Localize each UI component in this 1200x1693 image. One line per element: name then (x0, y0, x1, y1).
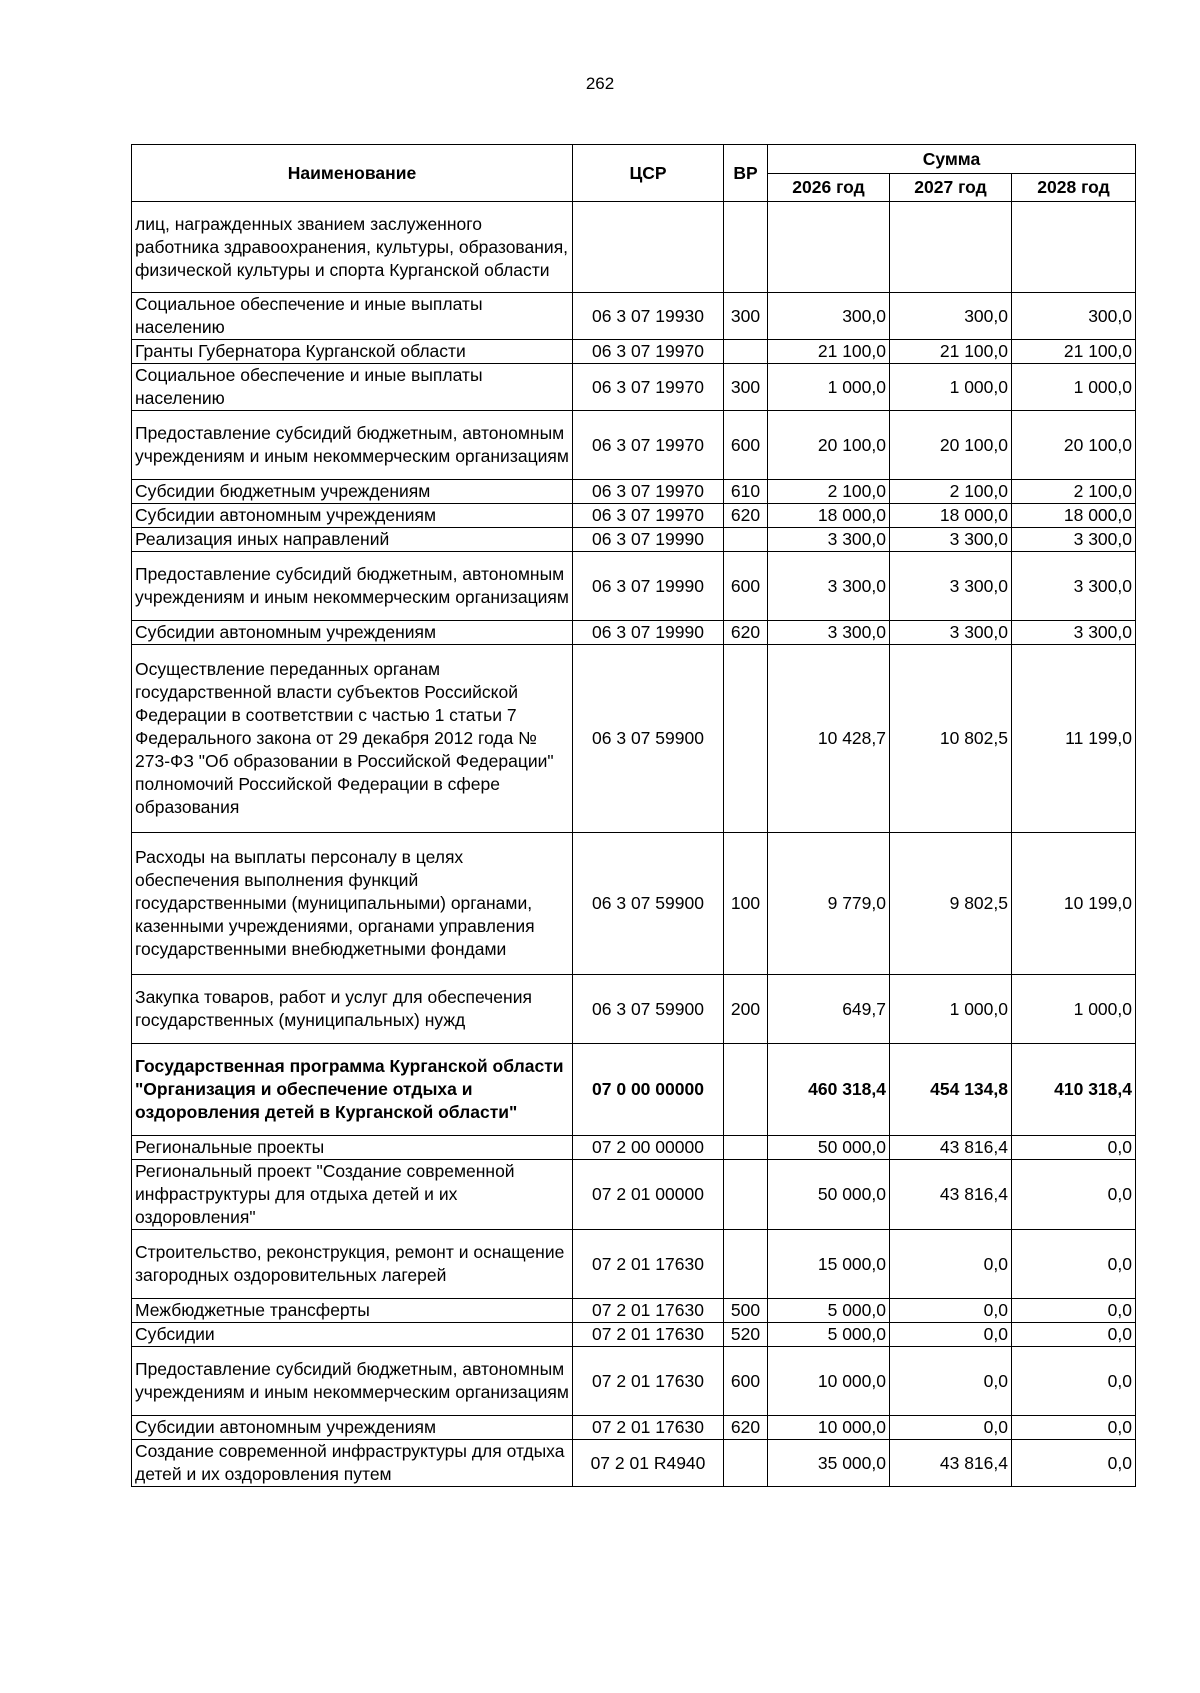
row-amount-2028: 0,0 (1012, 1347, 1136, 1416)
row-amount-2028: 2 100,0 (1012, 480, 1136, 504)
row-amount-2026: 10 000,0 (768, 1416, 890, 1440)
row-amount-2027: 43 816,4 (890, 1440, 1012, 1487)
row-csr: 06 3 07 19990 (573, 621, 724, 645)
row-amount-2027: 18 000,0 (890, 504, 1012, 528)
row-amount-2028: 18 000,0 (1012, 504, 1136, 528)
row-amount-2027: 43 816,4 (890, 1160, 1012, 1230)
table-row (132, 833, 1136, 975)
row-amount-2028: 11 199,0 (1012, 645, 1136, 833)
row-amount-2027 (890, 202, 1012, 293)
row-amount-2026: 21 100,0 (768, 340, 890, 364)
row-csr: 06 3 07 19970 (573, 340, 724, 364)
row-name: лиц, награжденных званием заслуженного работника здравоохранения, культуры, образования, физической культуры и спорта Курганской области (132, 202, 573, 293)
row-csr: 06 3 07 19970 (573, 504, 724, 528)
row-name: Региональные проекты (132, 1136, 573, 1160)
row-name: Субсидии автономным учреждениям (132, 504, 573, 528)
row-amount-2027: 21 100,0 (890, 340, 1012, 364)
row-name: Субсидии автономным учреждениям (132, 1416, 573, 1440)
row-amount-2026: 50 000,0 (768, 1160, 890, 1230)
row-amount-2026: 35 000,0 (768, 1440, 890, 1487)
row-amount-2028: 410 318,4 (1012, 1044, 1136, 1136)
row-amount-2026: 460 318,4 (768, 1044, 890, 1136)
row-name: Закупка товаров, работ и услуг для обеспечения государственных (муниципальных) нужд (132, 975, 573, 1044)
row-csr: 07 0 00 00000 (573, 1044, 724, 1136)
row-amount-2027: 300,0 (890, 293, 1012, 340)
table-row (132, 1440, 1136, 1487)
row-amount-2027: 3 300,0 (890, 528, 1012, 552)
table-header (132, 145, 1136, 202)
row-vr: 300 (724, 364, 768, 411)
row-csr: 06 3 07 19970 (573, 480, 724, 504)
row-amount-2028: 0,0 (1012, 1230, 1136, 1299)
row-amount-2028: 300,0 (1012, 293, 1136, 340)
row-amount-2026: 649,7 (768, 975, 890, 1044)
row-name: Создание современной инфраструктуры для отдыха детей и их оздоровления путем (132, 1440, 573, 1487)
row-amount-2028: 0,0 (1012, 1160, 1136, 1230)
row-amount-2027: 0,0 (890, 1230, 1012, 1299)
row-amount-2027: 1 000,0 (890, 364, 1012, 411)
table-row (132, 1136, 1136, 1160)
table-row (132, 1160, 1136, 1230)
row-csr (573, 202, 724, 293)
row-amount-2026: 3 300,0 (768, 552, 890, 621)
table-row (132, 411, 1136, 480)
row-csr: 07 2 01 17630 (573, 1230, 724, 1299)
row-name: Субсидии автономным учреждениям (132, 621, 573, 645)
table-body (132, 202, 1136, 1487)
row-amount-2027: 0,0 (890, 1416, 1012, 1440)
row-vr: 520 (724, 1323, 768, 1347)
row-vr: 600 (724, 552, 768, 621)
table-row (132, 1416, 1136, 1440)
row-vr: 300 (724, 293, 768, 340)
table-row (132, 480, 1136, 504)
row-vr (724, 645, 768, 833)
row-amount-2027: 0,0 (890, 1323, 1012, 1347)
row-amount-2027: 3 300,0 (890, 552, 1012, 621)
row-vr: 620 (724, 1416, 768, 1440)
table-row (132, 1230, 1136, 1299)
table-row (132, 504, 1136, 528)
row-amount-2026: 50 000,0 (768, 1136, 890, 1160)
row-vr (724, 1230, 768, 1299)
table-row (132, 1044, 1136, 1136)
row-amount-2027: 2 100,0 (890, 480, 1012, 504)
budget-table (131, 144, 1136, 1487)
row-vr: 600 (724, 1347, 768, 1416)
row-amount-2026: 9 779,0 (768, 833, 890, 975)
row-vr: 620 (724, 504, 768, 528)
table-row (132, 645, 1136, 833)
row-csr: 06 3 07 19930 (573, 293, 724, 340)
row-amount-2028: 1 000,0 (1012, 364, 1136, 411)
table-row (132, 202, 1136, 293)
row-name: Субсидии бюджетным учреждениям (132, 480, 573, 504)
row-amount-2027: 0,0 (890, 1299, 1012, 1323)
row-amount-2028: 21 100,0 (1012, 340, 1136, 364)
table-row (132, 552, 1136, 621)
row-vr: 500 (724, 1299, 768, 1323)
row-csr: 07 2 01 17630 (573, 1323, 724, 1347)
row-csr: 07 2 01 17630 (573, 1299, 724, 1323)
row-amount-2026: 10 000,0 (768, 1347, 890, 1416)
row-csr: 06 3 07 19990 (573, 552, 724, 621)
row-amount-2028: 10 199,0 (1012, 833, 1136, 975)
row-vr: 620 (724, 621, 768, 645)
table-row (132, 1299, 1136, 1323)
row-name: Социальное обеспечение и иные выплаты населению (132, 293, 573, 340)
row-vr (724, 1440, 768, 1487)
row-amount-2026: 300,0 (768, 293, 890, 340)
table-row (132, 293, 1136, 340)
row-csr: 07 2 00 00000 (573, 1136, 724, 1160)
header-sum: Сумма (768, 145, 1136, 174)
header-vr: ВР (724, 145, 768, 202)
row-amount-2026: 3 300,0 (768, 621, 890, 645)
row-amount-2026: 3 300,0 (768, 528, 890, 552)
page-number: 262 (585, 74, 615, 93)
row-csr: 06 3 07 19970 (573, 364, 724, 411)
row-amount-2027: 43 816,4 (890, 1136, 1012, 1160)
header-csr: ЦСР (573, 145, 724, 202)
row-vr: 100 (724, 833, 768, 975)
table-row (132, 364, 1136, 411)
header-year-2026: 2026 год (768, 174, 890, 202)
row-csr: 07 2 01 R4940 (573, 1440, 724, 1487)
row-name: Предоставление субсидий бюджетным, автономным учреждениям и иным некоммерческим организациям (132, 411, 573, 480)
row-csr: 07 2 01 17630 (573, 1347, 724, 1416)
row-amount-2026: 20 100,0 (768, 411, 890, 480)
row-vr (724, 202, 768, 293)
row-name: Реализация иных направлений (132, 528, 573, 552)
row-amount-2026: 5 000,0 (768, 1323, 890, 1347)
row-vr (724, 1160, 768, 1230)
row-amount-2028: 3 300,0 (1012, 621, 1136, 645)
row-name: Государственная программа Курганской области "Организация и обеспечение отдыха и оздоровления детей в Курганской области" (132, 1044, 573, 1136)
row-csr: 06 3 07 59900 (573, 975, 724, 1044)
row-amount-2027: 20 100,0 (890, 411, 1012, 480)
row-vr: 600 (724, 411, 768, 480)
row-vr (724, 1136, 768, 1160)
row-amount-2027: 1 000,0 (890, 975, 1012, 1044)
row-amount-2028: 1 000,0 (1012, 975, 1136, 1044)
row-name: Субсидии (132, 1323, 573, 1347)
row-csr: 06 3 07 59900 (573, 645, 724, 833)
row-csr: 07 2 01 00000 (573, 1160, 724, 1230)
row-amount-2026: 15 000,0 (768, 1230, 890, 1299)
table-row (132, 1347, 1136, 1416)
row-name: Предоставление субсидий бюджетным, автономным учреждениям и иным некоммерческим организациям (132, 1347, 573, 1416)
row-vr (724, 1044, 768, 1136)
row-amount-2027: 0,0 (890, 1347, 1012, 1416)
row-amount-2028: 0,0 (1012, 1416, 1136, 1440)
row-amount-2028: 20 100,0 (1012, 411, 1136, 480)
row-amount-2028: 3 300,0 (1012, 552, 1136, 621)
row-csr: 07 2 01 17630 (573, 1416, 724, 1440)
row-amount-2026 (768, 202, 890, 293)
header-year-2028: 2028 год (1012, 174, 1136, 202)
row-amount-2027: 454 134,8 (890, 1044, 1012, 1136)
row-amount-2026: 2 100,0 (768, 480, 890, 504)
row-amount-2026: 10 428,7 (768, 645, 890, 833)
table-row (132, 1323, 1136, 1347)
row-vr: 610 (724, 480, 768, 504)
row-csr: 06 3 07 19990 (573, 528, 724, 552)
header-year-2027: 2027 год (890, 174, 1012, 202)
row-amount-2028: 3 300,0 (1012, 528, 1136, 552)
row-amount-2026: 5 000,0 (768, 1299, 890, 1323)
row-amount-2027: 3 300,0 (890, 621, 1012, 645)
table-row (132, 528, 1136, 552)
row-name: Предоставление субсидий бюджетным, автономным учреждениям и иным некоммерческим организациям (132, 552, 573, 621)
header-name: Наименование (132, 145, 573, 202)
row-name: Гранты Губернатора Курганской области (132, 340, 573, 364)
row-amount-2026: 1 000,0 (768, 364, 890, 411)
row-vr (724, 340, 768, 364)
row-name: Региональный проект "Создание современной инфраструктуры для отдыха детей и их оздоровления" (132, 1160, 573, 1230)
row-csr: 06 3 07 59900 (573, 833, 724, 975)
table-row (132, 975, 1136, 1044)
table-row (132, 621, 1136, 645)
row-vr: 200 (724, 975, 768, 1044)
row-name: Осуществление переданных органам государственной власти субъектов Российской Федерации в соответствии с частью 1 статьи 7 Федерального закона от 29 декабря 2012 года № 273-ФЗ "Об образовании в Российской Федерации" полномочий Российской Федерации в сфере образования (132, 645, 573, 833)
row-amount-2028: 0,0 (1012, 1136, 1136, 1160)
row-name: Расходы на выплаты персоналу в целях обеспечения выполнения функций государственными (муниципальными) органами, казенными учреждениями, органами управления государственными внебюджетными фондами (132, 833, 573, 975)
row-csr: 06 3 07 19970 (573, 411, 724, 480)
row-amount-2028: 0,0 (1012, 1323, 1136, 1347)
row-amount-2028: 0,0 (1012, 1440, 1136, 1487)
row-amount-2027: 10 802,5 (890, 645, 1012, 833)
row-name: Строительство, реконструкция, ремонт и оснащение загородных оздоровительных лагерей (132, 1230, 573, 1299)
row-amount-2028 (1012, 202, 1136, 293)
row-amount-2028: 0,0 (1012, 1299, 1136, 1323)
row-name: Межбюджетные трансферты (132, 1299, 573, 1323)
row-vr (724, 528, 768, 552)
row-name: Социальное обеспечение и иные выплаты населению (132, 364, 573, 411)
row-amount-2027: 9 802,5 (890, 833, 1012, 975)
row-amount-2026: 18 000,0 (768, 504, 890, 528)
table-row (132, 340, 1136, 364)
